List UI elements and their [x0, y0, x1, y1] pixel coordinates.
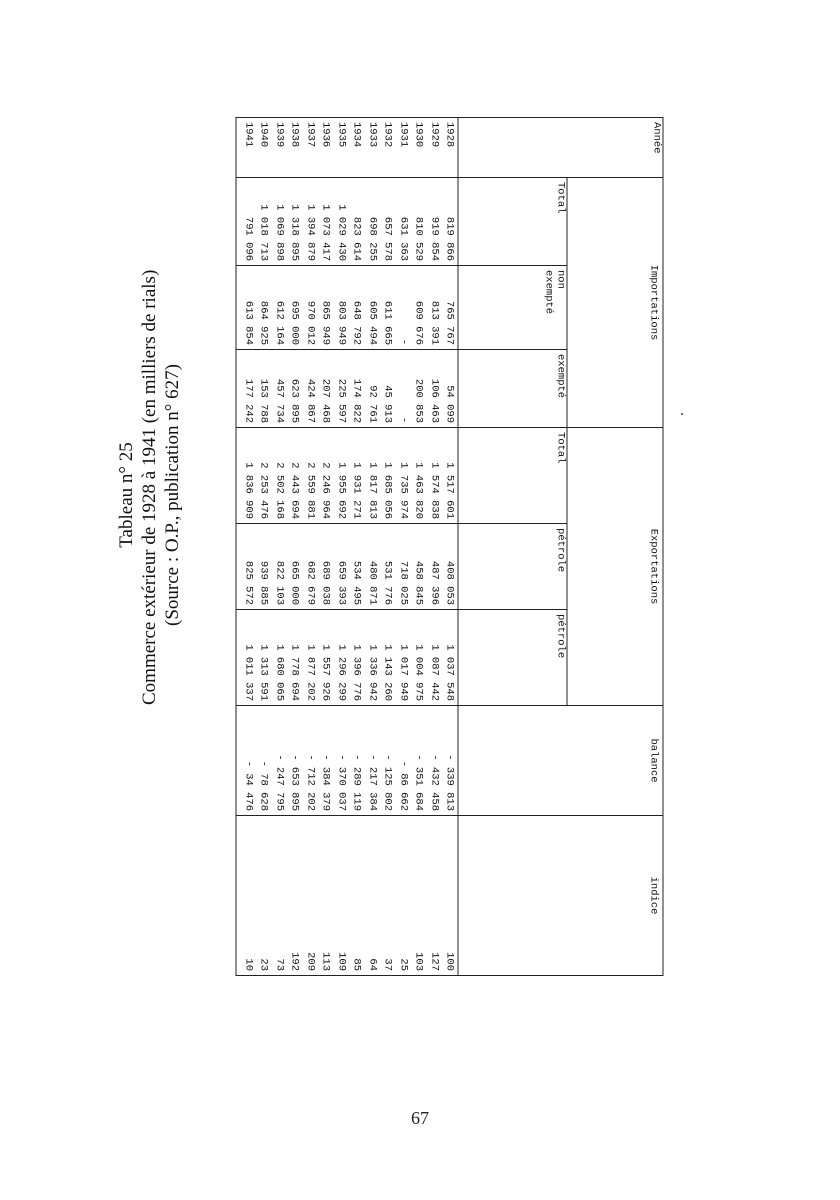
cell-imp-exempte: 45 913: [380, 350, 396, 428]
cell-annee: 1931: [396, 118, 412, 178]
cell-imp-exempte: 54 099: [442, 350, 458, 428]
cell-imp-non-exempte: -: [396, 266, 412, 350]
cell-indice: 23: [256, 816, 272, 976]
cell-annee: 1938: [287, 118, 303, 178]
cell-indice: 37: [380, 816, 396, 976]
caption-source: (Source : O.P., publication n° 627): [162, 364, 183, 626]
cell-balance: - 217 384: [365, 706, 381, 816]
cell-imp-non-exempte: 611 665: [380, 266, 396, 350]
cell-imp-non-exempte: 612 164: [272, 266, 288, 350]
cell-exp-total: 1 817 813: [365, 428, 381, 524]
cell-balance: - 247 795: [272, 706, 288, 816]
cell-annee: 1934: [349, 118, 365, 178]
cell-exp-petrole: 689 038: [318, 524, 334, 610]
cell-imp-total: 657 578: [380, 178, 396, 266]
cell-indice: 10: [236, 816, 256, 976]
cell-annee: 1930: [411, 118, 427, 178]
cell-exp-petrole: 822 103: [272, 524, 288, 610]
cell-exp-total: 1 463 820: [411, 428, 427, 524]
cell-exp-petrole: 682 679: [303, 524, 319, 610]
cell-exp-hors-petrole: 1 143 260: [380, 610, 396, 706]
header-importations: Importations: [567, 178, 663, 428]
cell-imp-exempte: 174 822: [349, 350, 365, 428]
cell-indice: 192: [287, 816, 303, 976]
cell-imp-non-exempte: 970 012: [303, 266, 319, 350]
header-imp-non-exempte-line1: non: [554, 270, 567, 289]
cell-exp-petrole: 458 845: [411, 524, 427, 610]
table-row: [427, 118, 443, 976]
cell-exp-total: 1 517 601: [442, 428, 458, 524]
cell-annee: 1941: [236, 118, 256, 178]
cell-indice: 73: [272, 816, 288, 976]
table-row: [256, 118, 272, 976]
cell-exp-hors-petrole: 1 778 694: [287, 610, 303, 706]
cell-imp-total: 1 318 895: [287, 178, 303, 266]
cell-imp-exempte: 92 761: [365, 350, 381, 428]
cell-exp-total: 1 955 692: [334, 428, 350, 524]
cell-imp-exempte: 457 734: [272, 350, 288, 428]
cell-exp-total: 1 574 838: [427, 428, 443, 524]
cell-imp-non-exempte: 648 792: [349, 266, 365, 350]
trade-table: [236, 117, 664, 976]
header-exp-total: Total: [458, 428, 567, 524]
cell-exp-petrole: 408 053: [442, 524, 458, 610]
cell-annee: 1936: [318, 118, 334, 178]
table-body: [236, 118, 458, 976]
cell-exp-total: 1 685 056: [380, 428, 396, 524]
cell-exp-petrole: 534 495: [349, 524, 365, 610]
cell-imp-total: 791 096: [236, 178, 256, 266]
cell-imp-exempte: 106 463: [427, 350, 443, 428]
cell-exp-total: 1 836 909: [236, 428, 256, 524]
cell-exp-petrole: 480 871: [365, 524, 381, 610]
cell-balance: - 78 628: [256, 706, 272, 816]
cell-exp-hors-petrole: 1 336 942: [365, 610, 381, 706]
cell-imp-exempte: 424 867: [303, 350, 319, 428]
table-row: [334, 118, 350, 976]
header-imp-non-exempte-line2: exempté: [542, 270, 555, 315]
caption-subtitle: Commerce extérieur de 1928 à 1941 (en milliers de rials): [139, 269, 160, 705]
cell-indice: 103: [411, 816, 427, 976]
table-row: [272, 118, 288, 976]
cell-exp-petrole: 665 000: [287, 524, 303, 610]
cell-balance: - 339 813: [442, 706, 458, 816]
cell-imp-non-exempte: 765 767: [442, 266, 458, 350]
table-caption: [115, 269, 205, 705]
cell-exp-hors-petrole: 1 313 591: [256, 610, 272, 706]
cell-exp-hors-petrole: 1 004 975: [411, 610, 427, 706]
cell-imp-exempte: 225 597: [334, 350, 350, 428]
cell-indice: 85: [349, 816, 365, 976]
cell-imp-total: 1 029 430: [334, 178, 350, 266]
cell-exp-total: 2 246 964: [318, 428, 334, 524]
cell-exp-hors-petrole: 1 017 949: [396, 610, 412, 706]
cell-imp-total: 631 363: [396, 178, 412, 266]
cell-exp-hors-petrole: 1 087 442: [427, 610, 443, 706]
cell-annee: 1933: [365, 118, 381, 178]
table-row: [236, 118, 256, 976]
cell-balance: - 125 802: [380, 706, 396, 816]
cell-imp-non-exempte: 864 925: [256, 266, 272, 350]
cell-exp-petrole: 659 393: [334, 524, 350, 610]
cell-balance: - 432 458: [427, 706, 443, 816]
cell-imp-exempte: 207 468: [318, 350, 334, 428]
cell-balance: - 653 895: [287, 706, 303, 816]
cell-indice: 25: [396, 816, 412, 976]
cell-exp-hors-petrole: 1 877 202: [303, 610, 319, 706]
cell-exp-petrole: 939 885: [256, 524, 272, 610]
cell-exp-total: 1 931 271: [349, 428, 365, 524]
cell-exp-petrole: 825 572: [236, 524, 256, 610]
cell-indice: 109: [334, 816, 350, 976]
cell-imp-total: 1 018 713: [256, 178, 272, 266]
cell-balance: - 34 476: [236, 706, 256, 816]
cell-exp-total: 2 253 476: [256, 428, 272, 524]
cell-indice: 64: [365, 816, 381, 976]
caption-title: Tableau n° 25: [116, 442, 137, 548]
cell-exp-total: 2 559 881: [303, 428, 319, 524]
header-exp-hors-petrole: pétrole: [458, 610, 567, 706]
cell-imp-non-exempte: 613 854: [236, 266, 256, 350]
cell-indice: 209: [303, 816, 319, 976]
cell-balance: - 384 379: [318, 706, 334, 816]
page-number: 67: [411, 1108, 429, 1128]
cell-imp-exempte: 200 853: [411, 350, 427, 428]
cell-exp-hors-petrole: 1 680 065: [272, 610, 288, 706]
table-row: [411, 118, 427, 976]
cell-imp-total: 1 069 898: [272, 178, 288, 266]
table-row: [365, 118, 381, 976]
table-row: [287, 118, 303, 976]
cell-imp-non-exempte: 865 949: [318, 266, 334, 350]
cell-imp-exempte: 177 242: [236, 350, 256, 428]
cell-imp-exempte: 623 895: [287, 350, 303, 428]
cell-imp-non-exempte: 695 000: [287, 266, 303, 350]
cell-imp-non-exempte: 813 391: [427, 266, 443, 350]
cell-imp-total: 810 529: [411, 178, 427, 266]
table-row: [396, 118, 412, 976]
cell-imp-non-exempte: 609 676: [411, 266, 427, 350]
cell-balance: - 289 119: [349, 706, 365, 816]
cell-annee: 1935: [334, 118, 350, 178]
header-imp-non-exempte: [458, 266, 567, 350]
table-row: [318, 118, 334, 976]
header-exp-petrole: pétrole: [458, 524, 567, 610]
header-annee: Année: [458, 118, 663, 178]
cell-imp-total: 1 394 879: [303, 178, 319, 266]
cell-exp-total: 2 502 168: [272, 428, 288, 524]
cell-indice: 127: [427, 816, 443, 976]
cell-balance: - 351 684: [411, 706, 427, 816]
cell-balance: - 712 202: [303, 706, 319, 816]
cell-imp-total: 819 866: [442, 178, 458, 266]
cell-balance: - 86 662: [396, 706, 412, 816]
cell-imp-total: 698 255: [365, 178, 381, 266]
cell-exp-hors-petrole: 1 557 926: [318, 610, 334, 706]
cell-imp-total: 823 614: [349, 178, 365, 266]
cell-annee: 1940: [256, 118, 272, 178]
cell-imp-total: 1 073 417: [318, 178, 334, 266]
cell-imp-total: 919 854: [427, 178, 443, 266]
cell-indice: 113: [318, 816, 334, 976]
cell-imp-non-exempte: 605 494: [365, 266, 381, 350]
cell-exp-petrole: 718 025: [396, 524, 412, 610]
cell-annee: 1932: [380, 118, 396, 178]
cell-exp-petrole: 531 776: [380, 524, 396, 610]
cell-exp-hors-petrole: 1 396 776: [349, 610, 365, 706]
cell-exp-total: 2 443 694: [287, 428, 303, 524]
header-imp-exempte: exempté: [458, 350, 567, 428]
cell-exp-total: 1 735 974: [396, 428, 412, 524]
cell-imp-exempte: 153 788: [256, 350, 272, 428]
cell-imp-exempte: -: [396, 350, 412, 428]
table-row: [380, 118, 396, 976]
header-exportations: Exportations: [567, 428, 663, 706]
cell-imp-non-exempte: 803 949: [334, 266, 350, 350]
table-row: [349, 118, 365, 976]
cell-annee: 1929: [427, 118, 443, 178]
table-row: [303, 118, 319, 976]
cell-exp-hors-petrole: 1 011 337: [236, 610, 256, 706]
cell-annee: 1928: [442, 118, 458, 178]
cell-balance: - 370 037: [334, 706, 350, 816]
cell-exp-hors-petrole: 1 037 548: [442, 610, 458, 706]
header-imp-total: Total: [458, 178, 567, 266]
cell-indice: 100: [442, 816, 458, 976]
scan-speck: [681, 413, 683, 415]
cell-annee: 1937: [303, 118, 319, 178]
cell-exp-hors-petrole: 1 296 299: [334, 610, 350, 706]
table-row: [442, 118, 458, 976]
cell-exp-petrole: 487 396: [427, 524, 443, 610]
header-indice: indice: [458, 816, 663, 976]
cell-annee: 1939: [272, 118, 288, 178]
trade-table-container: [237, 117, 664, 975]
header-balance: balance: [458, 706, 663, 816]
